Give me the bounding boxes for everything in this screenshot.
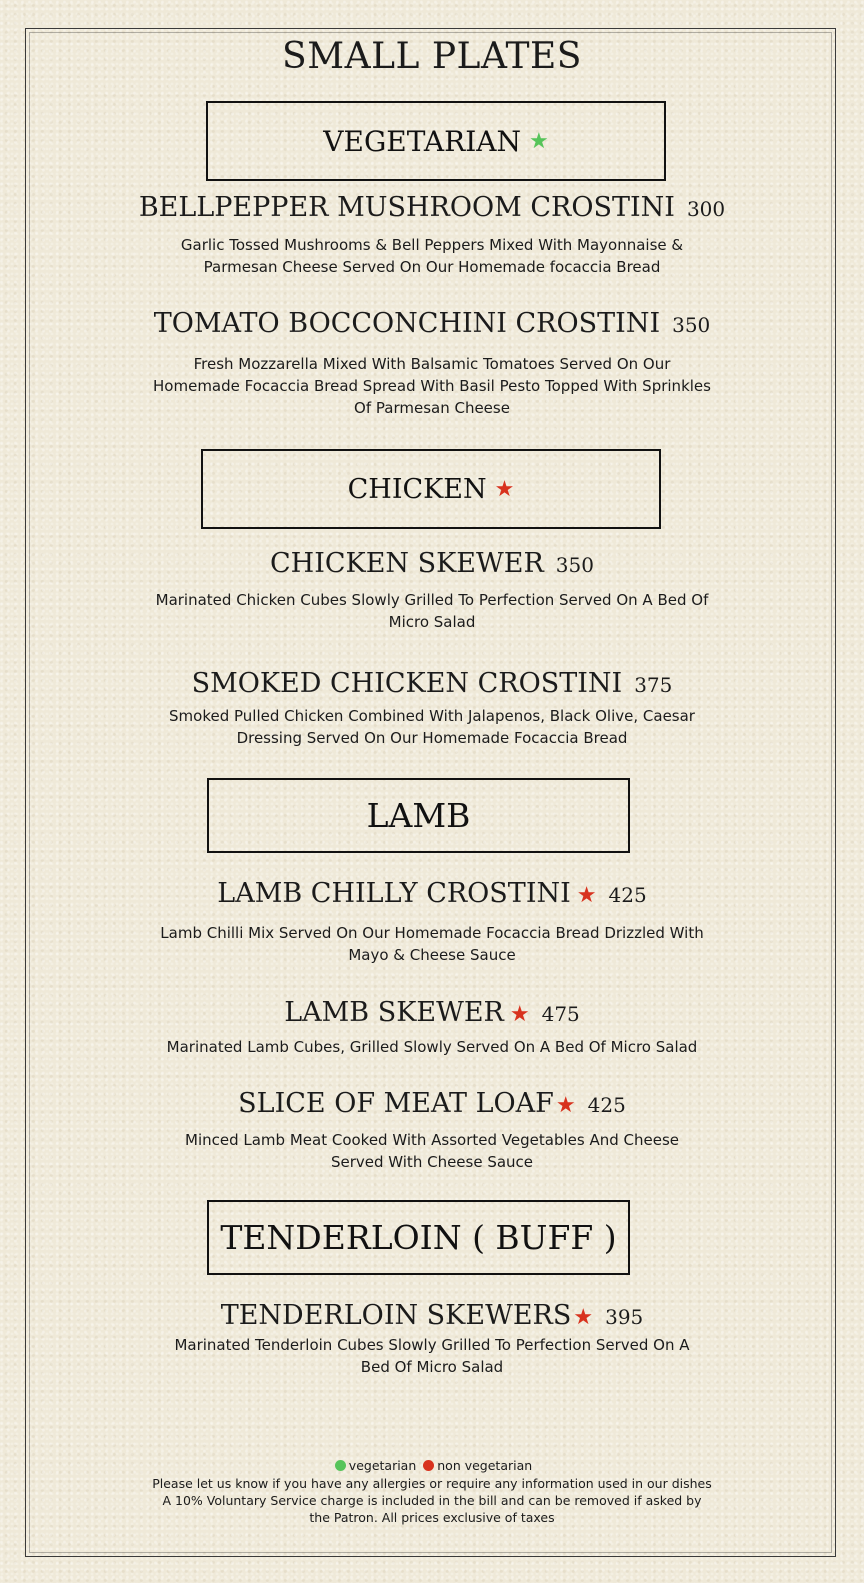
item-price: 425: [608, 883, 647, 907]
item-price: 425: [587, 1093, 626, 1117]
menu-item-description: Fresh Mozzarella Mixed With Balsamic Tomatoes Served On Our Homemade Focaccia Bread Spread With Basil Pesto Topped With Sprinkles Of Parmesan Cheese: [153, 355, 711, 417]
footer-legend: vegetarian non vegetarian: [0, 1457, 864, 1474]
section-tenderloin: [207, 1200, 630, 1275]
menu-item-description: Lamb Chilli Mix Served On Our Homemade Focaccia Bread Drizzled With Mayo & Cheese Sauce: [160, 924, 704, 964]
menu-item-name: SMOKED CHICKEN CROSTINI 375: [191, 668, 673, 699]
menu-item-name: LAMB CHILLY CROSTINI ★ 425: [217, 878, 647, 909]
section-chicken: [201, 449, 661, 529]
section-label: TENDERLOIN ( BUFF ): [220, 1218, 617, 1257]
section-label: VEGETARIAN: [323, 124, 521, 158]
page-title: SMALL PLATES: [282, 36, 582, 77]
menu-item-name: LAMB SKEWER ★ 475: [284, 997, 580, 1028]
item-price: 375: [634, 673, 673, 697]
menu-item-name: CHICKEN SKEWER 350: [270, 548, 594, 579]
section-label: CHICKEN: [347, 473, 487, 505]
menu-item-description: Marinated Tenderloin Cubes Slowly Grilled To Perfection Served On A Bed Of Micro Salad: [174, 1336, 690, 1376]
non-veg-star-icon: ★: [573, 1305, 594, 1330]
non-veg-star-icon: ★: [509, 1002, 530, 1027]
footer-notes: Please let us know if you have any allergies or require any information used in our dishes A 10% Voluntary Service charge is included in the bill and can be removed if asked by the Patron. All prices exclusive of taxes: [152, 1476, 712, 1525]
veg-star-icon: ★: [528, 128, 549, 154]
non-veg-star-icon: ★: [576, 883, 597, 908]
item-price: 395: [605, 1305, 644, 1329]
menu-item-name: TENDERLOIN SKEWERS★ 395: [220, 1300, 644, 1331]
menu-item-name: SLICE OF MEAT LOAF★ 425: [238, 1088, 626, 1119]
section-lamb: [207, 778, 630, 853]
item-price: 300: [686, 197, 726, 221]
menu-item-description: Marinated Lamb Cubes, Grilled Slowly Served On A Bed Of Micro Salad: [166, 1038, 698, 1056]
menu-item-name: BELLPEPPER MUSHROOM CROSTINI 300: [138, 192, 726, 223]
menu-item-name: TOMATO BOCCONCHINI CROSTINI 350: [153, 308, 711, 339]
item-price: 350: [672, 313, 711, 337]
non-veg-star-icon: ★: [555, 1093, 576, 1118]
menu-item-description: Marinated Chicken Cubes Slowly Grilled To Perfection Served On A Bed Of Micro Salad: [155, 591, 709, 631]
menu-item-description: Minced Lamb Meat Cooked With Assorted Vegetables And Cheese Served With Cheese Sauce: [185, 1131, 679, 1171]
section-label: LAMB: [366, 796, 471, 835]
section-vegetarian: [206, 101, 666, 181]
item-price: 350: [555, 553, 594, 577]
menu-item-description: Garlic Tossed Mushrooms & Bell Peppers Mixed With Mayonnaise & Parmesan Cheese Served On Our Homemade focaccia Bread: [180, 236, 684, 276]
veg-dot-icon: [335, 1460, 346, 1471]
non-veg-star-icon: ★: [494, 476, 515, 502]
non-veg-dot-icon: [423, 1460, 434, 1471]
item-price: 475: [541, 1002, 580, 1026]
menu-item-description: Smoked Pulled Chicken Combined With Jalapenos, Black Olive, Caesar Dressing Served On Our Homemade Focaccia Bread: [169, 707, 695, 747]
